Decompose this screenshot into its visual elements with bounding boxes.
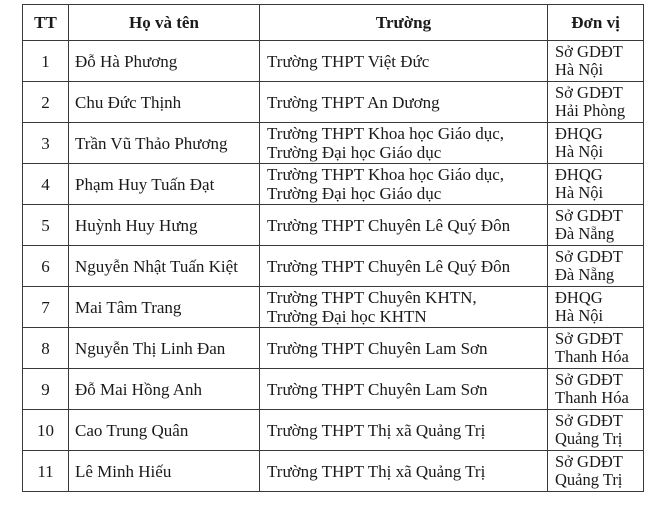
cell-school xyxy=(260,205,548,246)
cell-unit xyxy=(548,41,644,82)
table-row xyxy=(23,410,644,451)
school-line: Trường THPT Khoa học Giáo dục, xyxy=(267,124,504,143)
school-line: Trường THPT Chuyên Lam Sơn xyxy=(267,379,488,399)
cell-unit xyxy=(548,205,644,246)
cell-name: Mai Tâm Trang xyxy=(69,287,260,328)
school-line: Trường Đại học Giáo dục xyxy=(267,143,442,162)
cell-unit xyxy=(548,328,644,369)
unit-line: Sở GDĐT xyxy=(555,451,623,471)
unit-line: Sở GDĐT xyxy=(555,369,623,389)
unit-line: Hà Nội xyxy=(555,60,604,79)
cell-tt: 7 xyxy=(23,287,69,328)
cell-tt: 5 xyxy=(23,205,69,246)
table-row xyxy=(23,164,644,205)
cell-name: Chu Đức Thịnh xyxy=(69,82,260,123)
school-line: Trường Đại học KHTN xyxy=(267,307,427,326)
cell-school xyxy=(260,369,548,410)
cell-tt: 11 xyxy=(23,451,69,492)
table-row xyxy=(23,82,644,123)
cell-tt: 2 xyxy=(23,82,69,123)
unit-line: Thanh Hóa xyxy=(555,388,629,407)
cell-unit xyxy=(548,82,644,123)
cell-unit xyxy=(548,123,644,164)
cell-name: Huỳnh Huy Hưng xyxy=(69,205,260,246)
table-row xyxy=(23,287,644,328)
cell-name: Cao Trung Quân xyxy=(69,410,260,451)
cell-unit xyxy=(548,451,644,492)
unit-line: Hà Nội xyxy=(555,142,604,161)
school-line: Trường THPT Chuyên Lam Sơn xyxy=(267,338,488,358)
school-line: Trường THPT Khoa học Giáo dục, xyxy=(267,165,504,184)
cell-name: Đỗ Hà Phương xyxy=(69,41,260,82)
cell-name: Nguyễn Thị Linh Đan xyxy=(69,328,260,369)
school-line: Trường THPT An Dương xyxy=(267,92,440,112)
cell-unit xyxy=(548,246,644,287)
header-school: Trường xyxy=(260,5,548,41)
cell-unit xyxy=(548,164,644,205)
table-row xyxy=(23,41,644,82)
school-line: Trường THPT Thị xã Quảng Trị xyxy=(267,420,486,440)
cell-name: Lê Minh Hiếu xyxy=(69,451,260,492)
unit-line: ĐHQG xyxy=(555,123,603,143)
cell-tt: 9 xyxy=(23,369,69,410)
cell-school xyxy=(260,41,548,82)
table-row xyxy=(23,123,644,164)
header-name: Họ và tên xyxy=(69,5,260,41)
school-line: Trường THPT Chuyên KHTN, xyxy=(267,288,477,307)
unit-line: Sở GDĐT xyxy=(555,82,623,102)
cell-name: Đỗ Mai Hồng Anh xyxy=(69,369,260,410)
school-line: Trường THPT Chuyên Lê Quý Đôn xyxy=(267,256,511,276)
unit-line: ĐHQG xyxy=(555,287,603,307)
unit-line: Sở GDĐT xyxy=(555,205,623,225)
cell-unit xyxy=(548,369,644,410)
unit-line: Đà Nẵng xyxy=(555,265,615,284)
students-table xyxy=(22,4,644,492)
header-unit: Đơn vị xyxy=(548,5,644,41)
cell-tt: 3 xyxy=(23,123,69,164)
school-line: Trường THPT Chuyên Lê Quý Đôn xyxy=(267,215,511,235)
header-tt: TT xyxy=(23,5,69,41)
table-row xyxy=(23,369,644,410)
table-header-row xyxy=(23,5,644,41)
cell-school xyxy=(260,410,548,451)
unit-line: Thanh Hóa xyxy=(555,347,629,366)
cell-school xyxy=(260,82,548,123)
table-row xyxy=(23,246,644,287)
unit-line: Quảng Trị xyxy=(555,470,623,489)
cell-tt: 4 xyxy=(23,164,69,205)
cell-name: Nguyễn Nhật Tuấn Kiệt xyxy=(69,246,260,287)
unit-line: Sở GDĐT xyxy=(555,246,623,266)
table-row xyxy=(23,205,644,246)
table-row xyxy=(23,328,644,369)
unit-line: Quảng Trị xyxy=(555,429,623,448)
unit-line: Hà Nội xyxy=(555,306,604,325)
cell-tt: 6 xyxy=(23,246,69,287)
cell-name: Phạm Huy Tuấn Đạt xyxy=(69,164,260,205)
unit-line: Sở GDĐT xyxy=(555,41,623,61)
cell-school xyxy=(260,328,548,369)
cell-name: Trần Vũ Thảo Phương xyxy=(69,123,260,164)
unit-line: Hải Phòng xyxy=(555,101,626,120)
cell-school xyxy=(260,287,548,328)
cell-tt: 10 xyxy=(23,410,69,451)
unit-line: Sở GDĐT xyxy=(555,328,623,348)
unit-line: ĐHQG xyxy=(555,164,603,184)
unit-line: Hà Nội xyxy=(555,183,604,202)
scan-artifact-mark xyxy=(644,499,658,505)
table-row xyxy=(23,451,644,492)
cell-school xyxy=(260,451,548,492)
unit-line: Sở GDĐT xyxy=(555,410,623,430)
cell-school xyxy=(260,246,548,287)
cell-tt: 8 xyxy=(23,328,69,369)
unit-line: Đà Nẵng xyxy=(555,224,615,243)
school-line: Trường THPT Thị xã Quảng Trị xyxy=(267,461,486,481)
cell-school xyxy=(260,123,548,164)
cell-unit xyxy=(548,287,644,328)
cell-unit xyxy=(548,410,644,451)
cell-tt: 1 xyxy=(23,41,69,82)
school-line: Trường THPT Việt Đức xyxy=(267,51,430,71)
cell-school xyxy=(260,164,548,205)
school-line: Trường Đại học Giáo dục xyxy=(267,184,442,203)
